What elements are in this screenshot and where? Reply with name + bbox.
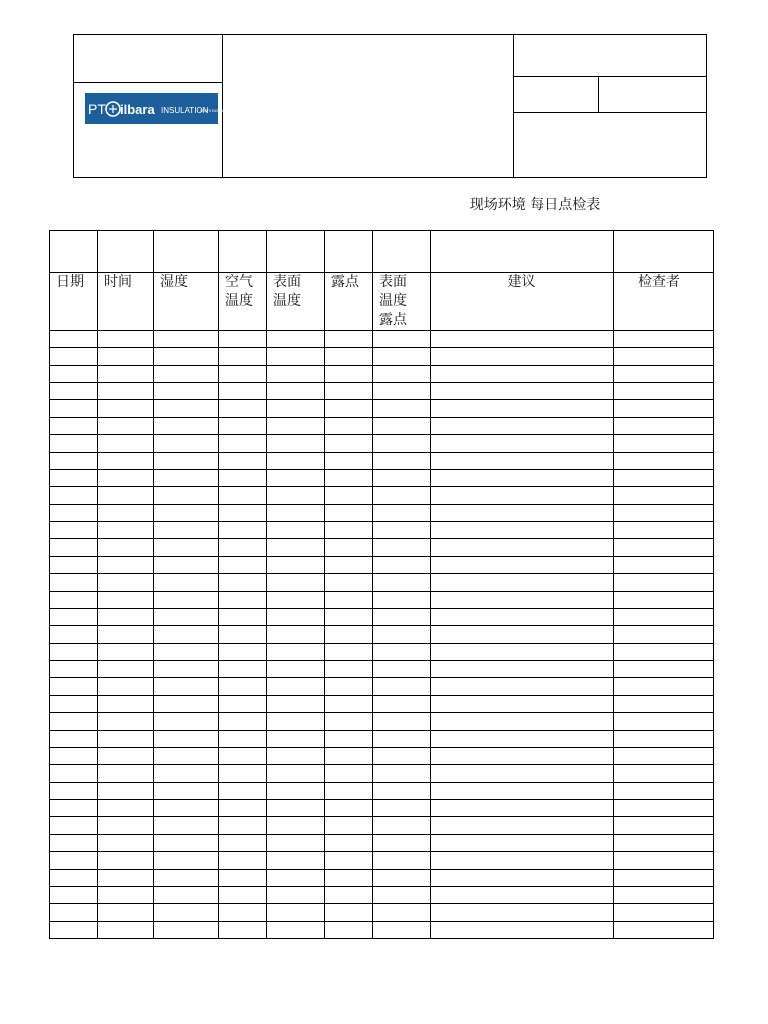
- table-row: [49, 417, 714, 434]
- column-header-text: 温度: [379, 293, 407, 309]
- table-row: [49, 730, 714, 747]
- table-row: [49, 469, 714, 486]
- table-row: [49, 712, 714, 729]
- column-header-date: [56, 273, 84, 292]
- table-row: [49, 851, 714, 868]
- table-row: [49, 903, 714, 920]
- table-row: [49, 347, 714, 364]
- svg-text:ilbara: ilbara: [120, 102, 155, 117]
- column-header-humidity: [160, 273, 188, 292]
- table-row: [49, 834, 714, 851]
- table-row: [49, 782, 714, 799]
- table-row: [49, 886, 714, 903]
- table-row: [49, 452, 714, 469]
- column-header-surface-temperature: [273, 273, 301, 311]
- form-title: 现场环境 每日点检表: [469, 197, 601, 213]
- column-header-text: 表面: [379, 274, 407, 290]
- table-row: [49, 434, 714, 451]
- svg-text:PT: PT: [88, 101, 106, 117]
- table-row: [49, 486, 714, 503]
- table-row: [49, 677, 714, 694]
- column-header-suggestion: [430, 273, 613, 292]
- column-header-text: 空气: [225, 274, 253, 290]
- table-row: [49, 747, 714, 764]
- table-row: [49, 921, 714, 938]
- company-logo: [85, 93, 229, 124]
- table-row: [49, 330, 714, 347]
- table-row: [49, 521, 714, 538]
- column-header-text: 湿度: [160, 274, 188, 290]
- table-row: [49, 365, 714, 382]
- column-header-inspector: [609, 273, 709, 292]
- svg-text:INSULATION: INSULATION: [161, 106, 209, 115]
- table-row: [49, 660, 714, 677]
- logo-graphic: [85, 93, 229, 124]
- column-header-text: 检查者: [638, 274, 680, 290]
- column-header-surface-temperature-dew-point: [379, 273, 407, 330]
- table-row: [49, 764, 714, 781]
- column-header-text: 日期: [56, 274, 84, 290]
- table-row: [49, 382, 714, 399]
- table-row: [49, 869, 714, 886]
- column-header-text: 建议: [507, 274, 536, 290]
- column-header-text: 表面: [273, 274, 301, 290]
- column-header-text: 温度: [225, 293, 253, 309]
- column-header-air-temperature: [225, 273, 253, 311]
- table-row: [49, 591, 714, 608]
- table-row: [49, 556, 714, 573]
- table-row: [49, 816, 714, 833]
- table-row: [49, 504, 714, 521]
- column-header-dew-point: [331, 273, 359, 292]
- table-row: [49, 399, 714, 416]
- svg-text:SOUTH EAST ASIA: SOUTH EAST ASIA: [200, 109, 229, 113]
- column-header-text: 温度: [273, 293, 301, 309]
- table-row: [49, 608, 714, 625]
- column-header-text: 露点: [379, 312, 407, 328]
- table-row: [49, 538, 714, 555]
- column-header-text: 时间: [104, 274, 132, 290]
- table-row: [49, 625, 714, 642]
- table-row: [49, 643, 714, 660]
- column-header-time: [104, 273, 132, 292]
- table-row: [49, 695, 714, 712]
- table-row: [49, 799, 714, 816]
- table-row: [49, 573, 714, 590]
- column-header-text: 露点: [331, 274, 359, 290]
